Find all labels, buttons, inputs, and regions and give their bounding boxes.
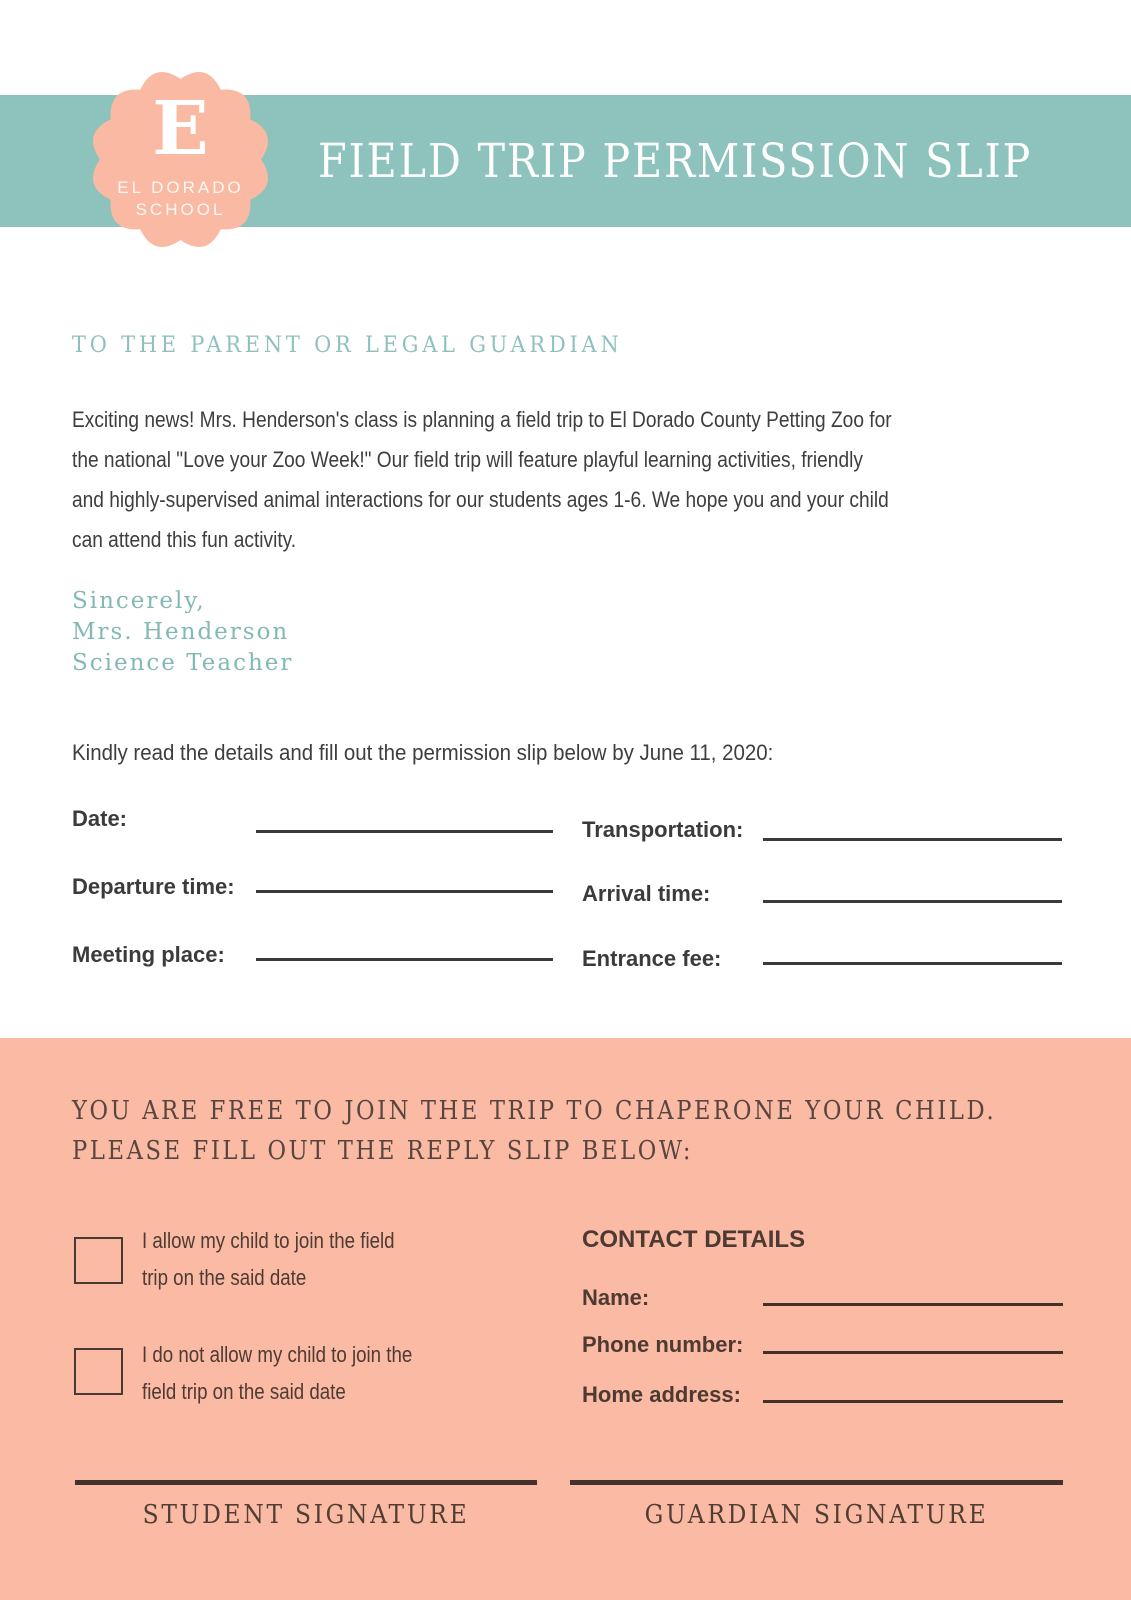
contact-label-name: Name: [582, 1285, 650, 1310]
disallow-option-label [142, 1336, 412, 1410]
field-label-meeting-place: Meeting place: [72, 942, 225, 967]
signoff-teacher-name: Mrs. Henderson [72, 619, 290, 645]
allow-option-label [142, 1222, 395, 1296]
contact-label-home-address: Home address: [582, 1382, 741, 1407]
letter-body [72, 400, 892, 560]
field-label-transportation: Transportation: [582, 817, 744, 842]
allow-option-label-line: I allow my child to join the field [142, 1228, 395, 1253]
instruction-line: Kindly read the details and fill out the permission slip below by June 11, 2020: [72, 740, 774, 765]
field-label-entrance-fee: Entrance fee: [582, 946, 722, 971]
signoff-teacher-role: Science Teacher [72, 650, 294, 676]
field-line-arrival-time[interactable] [763, 900, 1062, 903]
contact-line-name[interactable] [763, 1303, 1063, 1306]
contact-line-home-address[interactable] [763, 1400, 1063, 1403]
field-label-arrival-time: Arrival time: [582, 881, 711, 906]
reply-heading-line1: YOU ARE FREE TO JOIN THE TRIP TO CHAPERONE YOUR CHILD. [72, 1096, 997, 1126]
school-name-line1: EL DORADO [117, 178, 244, 197]
field-line-entrance-fee[interactable] [763, 962, 1062, 965]
guardian-signature-line[interactable] [570, 1480, 1063, 1485]
letter-body-line: can attend this fun activity. [72, 527, 297, 552]
letter-signoff [72, 586, 293, 679]
allow-checkbox[interactable] [74, 1237, 123, 1284]
field-line-date[interactable] [256, 830, 553, 833]
field-label-departure-time: Departure time: [72, 874, 235, 899]
guardian-signature-label: GUARDIAN SIGNATURE [644, 1500, 989, 1530]
page-title: FIELD TRIP PERMISSION SLIP [318, 133, 1033, 189]
field-line-transportation[interactable] [763, 838, 1062, 841]
student-signature-label: STUDENT SIGNATURE [142, 1500, 470, 1530]
school-logo-badge [73, 52, 288, 267]
student-signature-line[interactable] [75, 1480, 537, 1485]
contact-details-heading: CONTACT DETAILS [582, 1226, 806, 1253]
school-name-line2: SCHOOL [135, 200, 226, 219]
school-initial: E [152, 86, 209, 172]
field-label-date: Date: [72, 806, 128, 831]
letter-body-line: Exciting news! Mrs. Henderson's class is planning a field trip to El Dorado County Petting Zoo for [72, 407, 892, 432]
disallow-option-label-line: field trip on the said date [142, 1379, 346, 1404]
letter-body-line: and highly-supervised animal interactions for our students ages 1-6. We hope you and your child [72, 487, 889, 512]
allow-option-label-line: trip on the said date [142, 1265, 307, 1290]
disallow-option-label-line: I do not allow my child to join the [142, 1342, 413, 1367]
contact-label-phone: Phone number: [582, 1332, 744, 1357]
reply-heading-line2: PLEASE FILL OUT THE REPLY SLIP BELOW: [72, 1136, 694, 1166]
field-line-meeting-place[interactable] [256, 958, 553, 961]
field-line-departure-time[interactable] [256, 890, 553, 893]
salutation-heading: TO THE PARENT OR LEGAL GUARDIAN [72, 333, 623, 358]
letter-body-line: the national "Love your Zoo Week!" Our field trip will feature playful learning activities, friendly [72, 447, 863, 472]
signoff-sincerely: Sincerely, [72, 588, 206, 614]
contact-line-phone[interactable] [763, 1351, 1063, 1354]
disallow-checkbox[interactable] [74, 1348, 123, 1395]
